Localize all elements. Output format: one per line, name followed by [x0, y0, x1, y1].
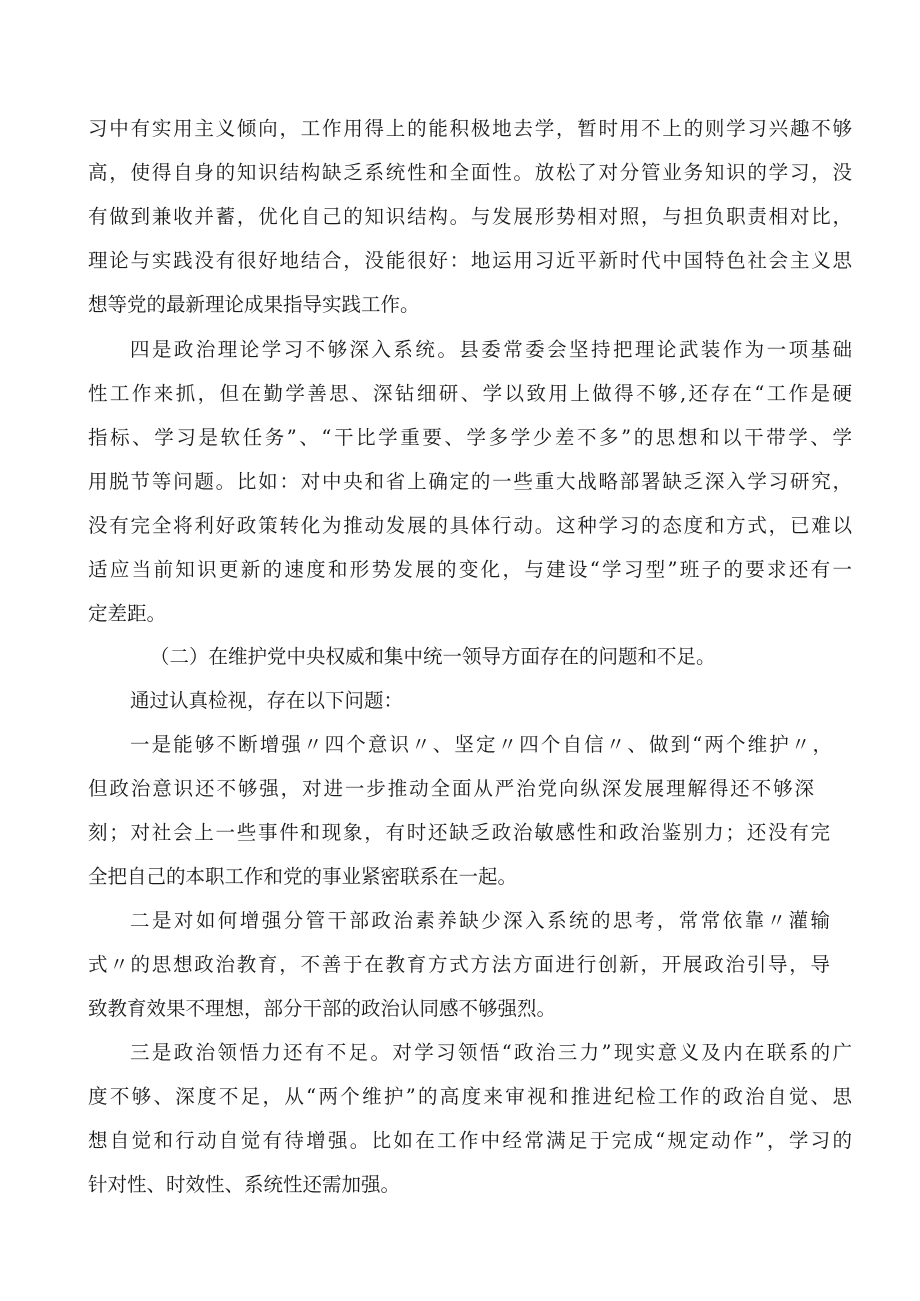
paragraph-2-line-4: 用脱节等问题。比如：对中央和省上确定的一些重大战略部署缺乏深入学习研究，	[88, 470, 852, 493]
paragraph-2-line-3: 指标、学习是软任务”、“干比学重要、学多学少差不多”的思想和以干带学、学	[88, 426, 852, 449]
paragraph-1-line-2: 高，使得自身的知识结构缺乏系统性和全面性。放松了对分管业务知识的学习，没	[88, 161, 852, 184]
paragraph-3-line-1: 一是能够不断增强〃四个意识〃、坚定〃四个自信〃、做到“两个维护〃，	[130, 733, 832, 756]
paragraph-3-line-3: 刻；对社会上一些事件和现象，有时还缺乏政治敏感性和政治鉴别力；还没有完	[88, 821, 830, 844]
paragraph-2-line-1: 四是政治理论学习不够深入系统。县委常委会坚持把理论武装作为一项基础	[130, 338, 852, 361]
paragraph-4-line-1: 二是对如何增强分管干部政治素养缺少深入系统的思考，常常依靠〃灌输	[130, 909, 830, 932]
paragraph-5-line-2: 度不够、深度不足，从“两个维护”的高度来审视和推进纪检工作的政治自觉、思	[88, 1085, 852, 1108]
paragraph-1-line-3: 有做到兼收并蓄，优化自己的知识结构。与发展形势相对照，与担负职责相对比，	[88, 205, 852, 228]
paragraph-5-line-3: 想自觉和行动自觉有待增强。比如在工作中经常满足于完成“规定动作”，学习的	[88, 1129, 852, 1152]
paragraph-1-line-5: 想等党的最新理论成果指导实践工作。	[88, 293, 420, 316]
paragraph-2-line-7: 定差距。	[88, 602, 167, 625]
intro-line: 通过认真检视，存在以下问题：	[130, 689, 404, 712]
paragraph-1-line-4: 理论与实践没有很好地结合，没能很好：地运用习近平新时代中国特色社会主义思	[88, 249, 852, 272]
paragraph-3-line-2: 但政治意识还不够强，对进一步推动全面从严治党向纵深发展理解得还不够深	[88, 777, 814, 800]
paragraph-5-line-4: 针对性、时效性、系统性还需加强。	[88, 1173, 401, 1196]
paragraph-2-line-6: 适应当前知识更新的速度和形势发展的变化，与建设“学习型”班子的要求还有一	[88, 558, 852, 581]
paragraph-4-line-3: 致教育效果不理想，部分干部的政治认同感不够强烈。	[88, 997, 557, 1020]
paragraph-1-line-1: 习中有实用主义倾向，工作用得上的能积极地去学，暂时用不上的则学习兴趣不够	[88, 117, 852, 140]
paragraph-2-line-2: 性工作来抓，但在勤学善思、深钻细研、学以致用上做得不够,还存在“工作是硬	[88, 382, 852, 405]
paragraph-2-line-5: 没有完全将利好政策转化为推动发展的具体行动。这种学习的态度和方式，已难以	[88, 514, 852, 537]
paragraph-3-line-4: 全把自己的本职工作和党的事业紧密联系在一起。	[88, 865, 518, 888]
paragraph-4-line-2: 式〃的思想政治教育，不善于在教育方式方法方面进行创新，开展政治引导，导	[88, 953, 830, 976]
section-heading: （二）在维护党中央权威和集中统一领导方面存在的问题和不足。	[150, 645, 716, 668]
paragraph-5-line-1: 三是政治领悟力还有不足。对学习领悟“政治三力”现实意义及内在联系的广	[130, 1041, 852, 1064]
